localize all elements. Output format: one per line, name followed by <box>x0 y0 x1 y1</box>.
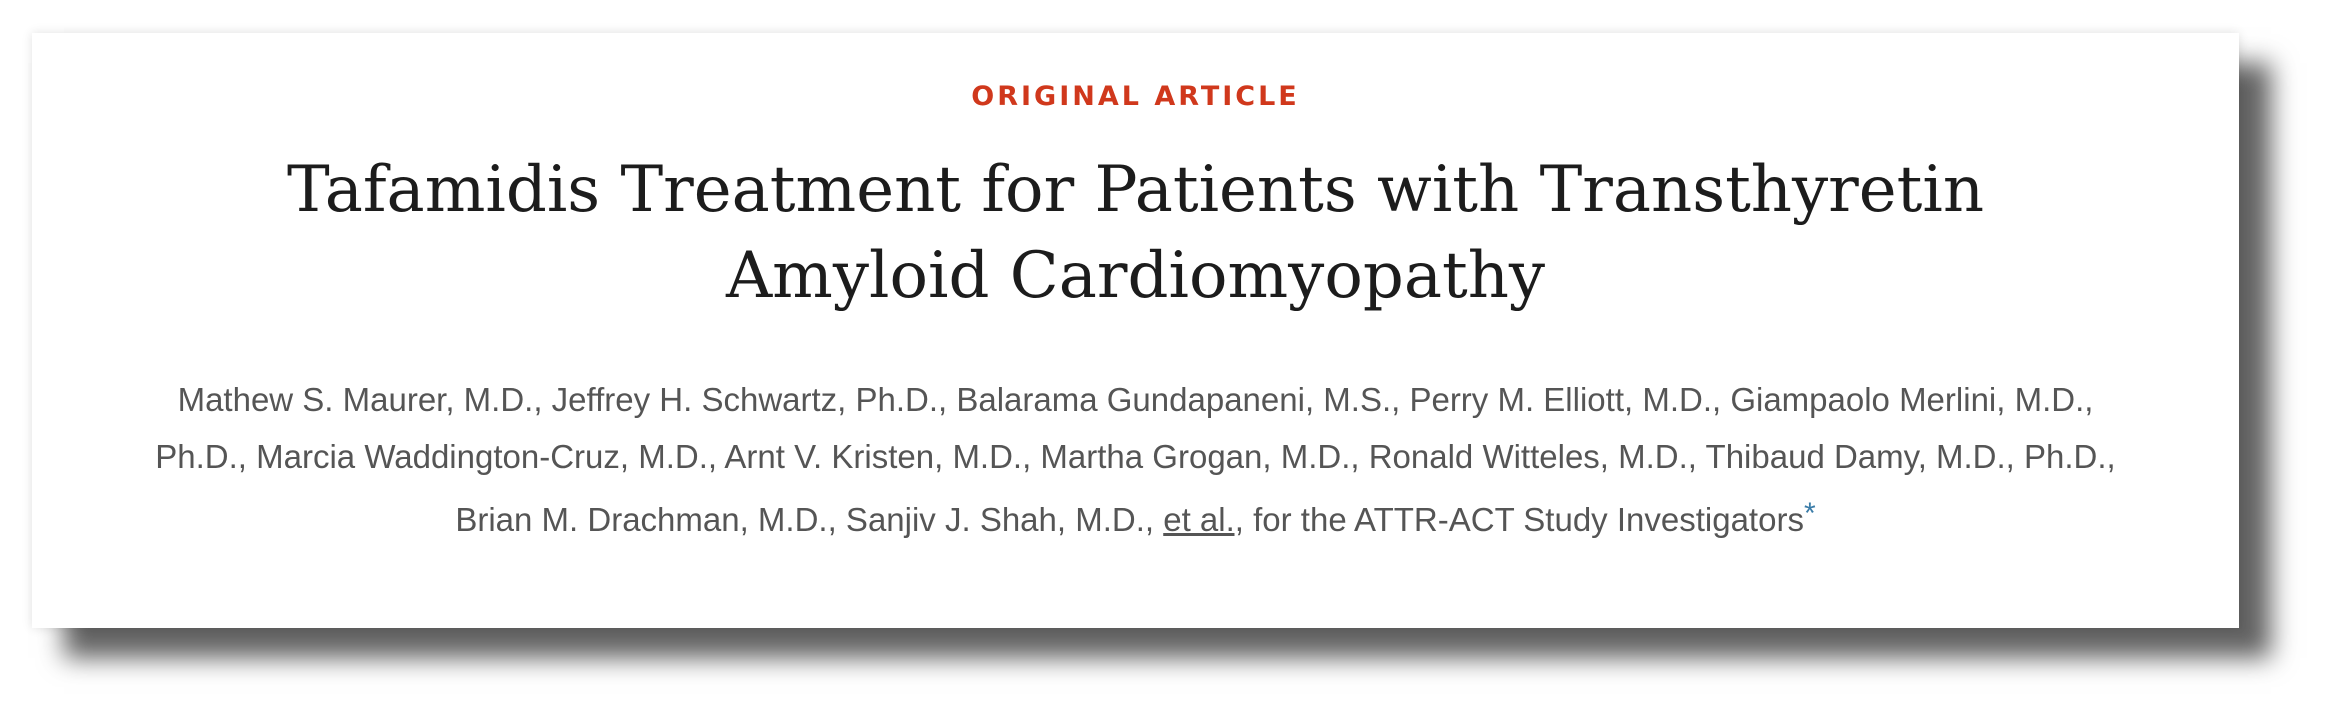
article-type-label: ORIGINAL ARTICLE <box>971 81 1300 112</box>
author-names: Mathew S. Maurer, M.D., Jeffrey H. Schwartz, Ph.D., Balarama Gundapaneni, M.S., Perry M. Elliott, M.D., Giampaolo Merlini, M.D., Ph.D., Marcia Waddington-Cruz, M.D., Arnt V. Kristen, M.D., Martha Grogan, M.D., Ronald Witteles, M.D., Thibaud Damy, M.D., Ph.D., Brian M. Drachman, M.D., Sanjiv J. Shah, M.D., <box>155 381 2116 538</box>
footnote-marker-link[interactable]: * <box>1803 497 1816 530</box>
article-header-card <box>32 33 2239 628</box>
author-list <box>132 371 2139 548</box>
et-al-link[interactable]: et al., <box>1163 501 1244 538</box>
article-title: Tafamidis Treatment for Patients with Transthyretin Amyloid Cardiomyopathy <box>286 153 1985 313</box>
study-group: for the ATTR-ACT Study Investigators <box>1253 501 1804 538</box>
